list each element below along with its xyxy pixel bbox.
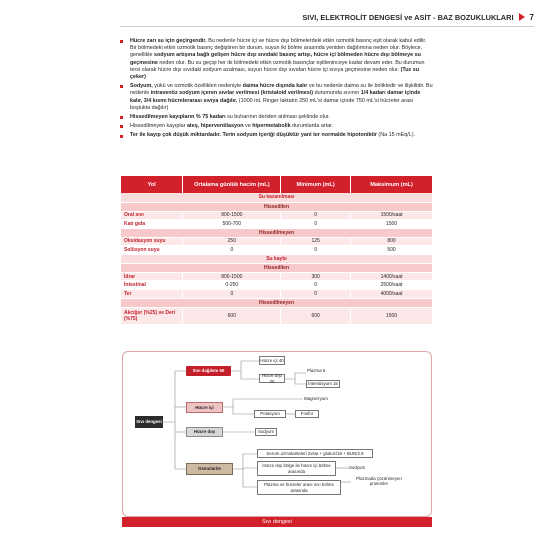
bullet-ates [118, 123, 434, 130]
page-number: 7 [529, 12, 534, 22]
bullet-square-icon [120, 116, 123, 119]
node-magnesium: Magnezyum [304, 396, 328, 401]
node-distribution: Sıvı dağılımı 60 [186, 366, 231, 376]
table-group-row [121, 202, 433, 211]
table-group-row [121, 263, 433, 272]
table-section-row [121, 254, 433, 263]
node-plasma-5: Plazma 5 [307, 368, 326, 373]
col-header-average: Ortalama günlük hacim (mL) [183, 176, 281, 193]
col-header-yol: Yol [121, 176, 183, 193]
row-label: Solüsyon suyu [121, 246, 183, 255]
bullet-text: Sodyum, [130, 83, 153, 90]
node-plasma-proteins: Plazmada çözünmeyen proteinler [356, 476, 402, 487]
table-cell: 500-700 [183, 220, 281, 229]
bullet-text: neden olur. Bu su geçişi her iki bölmedeki etkin ozmotik basınçlar eşitleninceye kadar devam eder. Bu durumun tersi olarak hücre dışı sıvıdaki sodyum azalması, suyun hücre dışı sıvıdan hücre içi sıvıya geçmesine neden olur. [130, 59, 425, 73]
table-cell: 0-250 [183, 281, 281, 290]
row-label: Akciğer (%25) ve Deri (%75) [121, 307, 183, 324]
node-interstitial-15: İnterstisyum 15 [306, 380, 340, 388]
table-cell: 0 [281, 211, 351, 220]
bullet-text: (1000 mL Ringer laktatın 250 mL'si damar içinde 750 mL'si hücreler arası boşlukta dağılır) [130, 97, 414, 111]
table-cell: 800 [351, 237, 433, 246]
bullet-text: intravenöz sodyum içeren sıvılar verilmesi (kristaloid verilmesi) [150, 90, 314, 97]
table-cell: 0 [281, 281, 351, 290]
node-potassium: Potasyum [254, 410, 286, 418]
bullet-text: durumlarda artar. [290, 123, 334, 130]
node-extracellular-20: Hücre dışı 20 [259, 374, 285, 383]
table-row [121, 246, 433, 255]
bullet-square-icon [120, 40, 123, 43]
node-osmolarity: Osmolarite [186, 463, 233, 475]
table-cell: 0 [281, 246, 351, 255]
table-cell: 1500 [351, 307, 433, 324]
table-cell: 0 [183, 246, 281, 255]
table-cell: 2500/saat [351, 281, 433, 290]
table-cell: 600 [281, 307, 351, 324]
bullet-list [118, 38, 434, 142]
table-cell: 0 [183, 290, 281, 299]
col-header-max: Maksimum (mL) [351, 176, 433, 193]
bullet-ter [118, 132, 434, 139]
group-title: Hissedilen [121, 202, 433, 211]
bullet-text: Hissedilmeyen kayıplar [130, 123, 187, 130]
bullet-sodyum [118, 83, 434, 112]
bullet-text: ve bu nedenle daima su ile birliktedir ve ilişkilidir. Bu nedenle [130, 83, 433, 97]
bullet-text: (Na 15 mEq/L). [376, 132, 415, 139]
bullet-square-icon [120, 125, 123, 128]
node-phosphorus: Fosfor [295, 410, 319, 418]
section-title: Su kazanılması [121, 193, 433, 202]
table-cell: 800-1500 [183, 272, 281, 281]
node-root: Sıvı dengesi [135, 416, 163, 428]
bullet-text: daima hücre dışında kalır [242, 83, 308, 90]
bullet-text: su buharının deriden atılması şeklinde olur. [225, 114, 330, 121]
bullet-text: 1/4 kadarı damar içinde kalır, 3/4 kısmı hücrelerarası sıvıya dağılır. [130, 90, 421, 104]
row-label: Katı gıda [121, 220, 183, 229]
bullet-hissedilmeyen [118, 114, 434, 121]
table-group-row [121, 298, 433, 307]
group-title: Hissedilmeyen [121, 228, 433, 237]
row-label: Oksidasyon suyu [121, 237, 183, 246]
node-sodium-2: Sodyum [349, 465, 366, 470]
diagram-caption: Sıvı dengesi [122, 517, 432, 527]
node-intracellular: Hücre içi [186, 402, 223, 413]
bullet-text: (Tuz su çeker) [130, 66, 420, 81]
table-group-row [121, 228, 433, 237]
table-cell: 250 [183, 237, 281, 246]
table-cell: 600 [183, 307, 281, 324]
table-row [121, 281, 433, 290]
table-cell: 125 [281, 237, 351, 246]
row-label: İdrar [121, 272, 183, 281]
table-section-row [121, 193, 433, 202]
group-title: Hissedilen [121, 263, 433, 272]
bullet-text: yükü ve ozmotik özellikleri nedeniyle [152, 83, 243, 90]
table-cell: 0 [281, 290, 351, 299]
water-balance-table [121, 176, 433, 325]
bullet-square-icon [120, 85, 123, 88]
group-title: Hissedilmeyen [121, 298, 433, 307]
table-row [121, 237, 433, 246]
table-cell: 1500 [351, 220, 433, 229]
bullet-text: ve [243, 123, 253, 130]
bullet-text: hipermetabolik [252, 123, 291, 130]
table-row [121, 272, 433, 281]
table-header-row [121, 176, 433, 193]
section-title: Su kaybı [121, 254, 433, 263]
bullet-text: ateş, hiperventilasyon [186, 123, 244, 130]
table-row [121, 290, 433, 299]
table-cell: 4000/saat [351, 290, 433, 299]
bullet-text: Ter ile kayıp çok düşük miktardadır. Terin sodyum içeriği düşüktür yani ter normalde hipotoniktir [130, 132, 377, 139]
row-label: Oral sıvı [121, 211, 183, 220]
node-between-compartments: Hücre dışı bölge ile hücre içi bölme arasında [257, 461, 336, 476]
bullet-hucre [118, 38, 434, 81]
page-header [302, 10, 534, 24]
node-osmolarity-formula: Serum ozmolariteleri 2xNa + glukoz/18 + BUN/2.8 [257, 449, 373, 458]
fluid-balance-diagram [122, 351, 432, 517]
node-plasma-interstitial: Plazma ve hücreler arası sıvı bölme arasında [257, 480, 341, 495]
chapter-title: SIVI, ELEKTROLİT DENGESİ ve ASİT - BAZ BOZUKLUKLARI [302, 12, 514, 22]
table-cell: 1500/saat [351, 211, 433, 220]
bullet-square-icon [120, 135, 123, 138]
table-row [121, 211, 433, 220]
bullet-text: Hücre zarı su için geçirgendir. [130, 38, 207, 44]
table-cell: 300 [281, 272, 351, 281]
row-label: Ter [121, 290, 183, 299]
bullet-text: Hissedilmeyen kayıpların % 75 kadarı [130, 114, 226, 121]
bullet-text: Bu nedenle hücre içi ve hücre dışı bölmelerdeki etkin ozmotik basınç eşit olarak kabul edilir. Bir bölmedeki etkin ozmotik basınç değiştiren bir durum, suyun iki bölme arasında yeniden dağılımına neden olur. Böylece, genellikle [130, 38, 427, 59]
table-cell: 1400/saat [351, 272, 433, 281]
bullet-text: sodyum artışına bağlı gelişen hücre dışı sıvıdaki basınç artışı, hücre içi bölmeden hücre dışı bölmeye su geçmesine [130, 52, 421, 66]
bullet-text: durumunda sıvının [313, 90, 361, 97]
node-extracellular: Hücre dışı [186, 427, 223, 437]
node-sodium: Sodyum [255, 428, 277, 436]
table-cell: 0 [281, 220, 351, 229]
node-intracellular-40: Hücre içi 40 [259, 356, 285, 365]
header-divider [120, 26, 534, 27]
table-row [121, 307, 433, 324]
col-header-min: Minimum (mL) [281, 176, 351, 193]
table-row [121, 220, 433, 229]
table-cell: 500 [351, 246, 433, 255]
table-cell: 800-1500 [183, 211, 281, 220]
row-label: İntestinal [121, 281, 183, 290]
arrow-right-icon [519, 13, 525, 21]
